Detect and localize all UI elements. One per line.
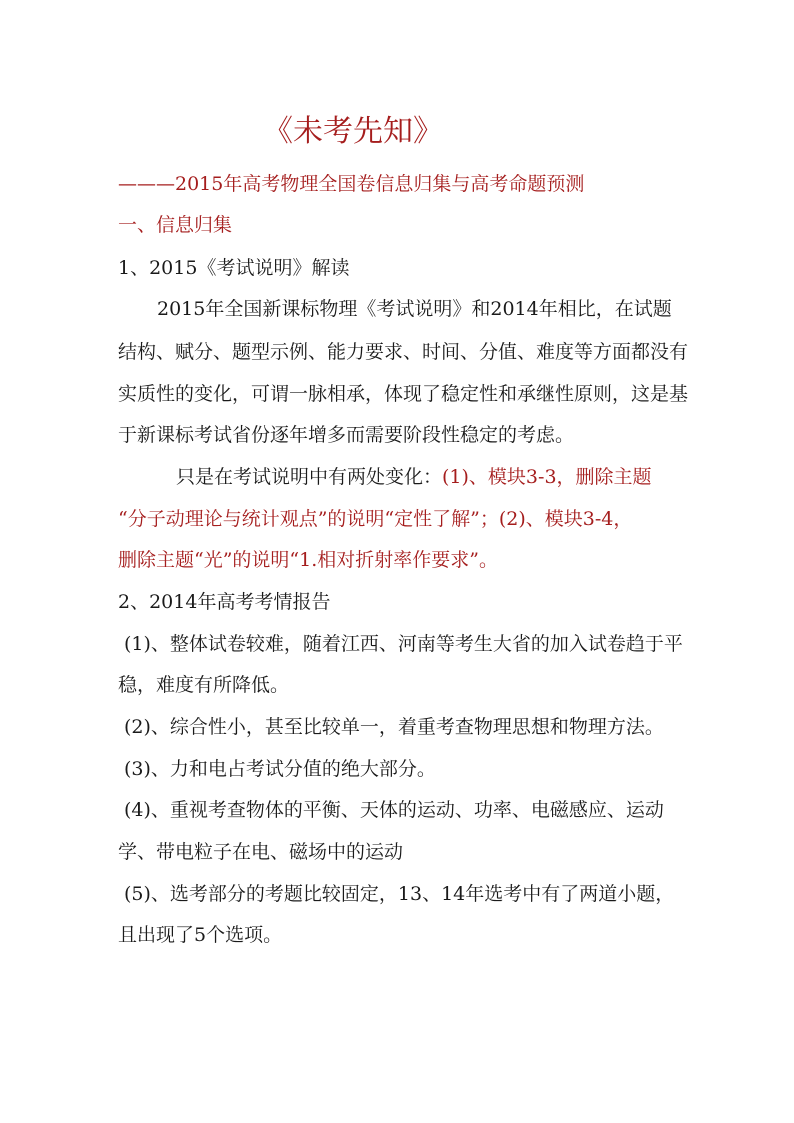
list-item: (5)、选考部分的考题比较固定，13、14年选考中有了两道小题， <box>124 883 675 905</box>
paragraph-1-line-1: 2015年全国新课标物理《考试说明》和2014年相比，在试题 <box>157 298 672 320</box>
paragraph-1-line-4: 于新课标考试省份逐年增多而需要阶段性稳定的考虑。 <box>118 424 575 446</box>
list-item: 且出现了5个选项。 <box>118 924 283 946</box>
paragraph-1-line-2: 结构、赋分、题型示例、能力要求、时间、分值、难度等方面都没有 <box>118 341 689 363</box>
list-item: 学、带电粒子在电、磁场中的运动 <box>118 841 404 863</box>
item-heading-2: 2、2014年高考考情报告 <box>118 591 331 613</box>
list-item: (3)、力和电占考试分值的绝大部分。 <box>124 758 436 780</box>
paragraph-2-change-1: (1)、模块3-3，删除主题 <box>442 466 652 488</box>
paragraph-1-line-3: 实质性的变化，可谓一脉相承，体现了稳定性和承继性原则，这是基 <box>118 383 689 405</box>
list-item: (4)、重视考查物体的平衡、天体的运动、功率、电磁感应、运动 <box>124 799 664 821</box>
document-subtitle: ———2015年高考物理全国卷信息归集与高考命题预测 <box>118 173 585 195</box>
paragraph-2-line-3: 删除主题“光”的说明“1.相对折射率作要求”。 <box>118 549 498 571</box>
list-item: 稳，难度有所降低。 <box>118 674 290 696</box>
paragraph-2-line-2: “分子动理论与统计观点”的说明“定性了解”；(2)、模块3-4， <box>118 508 633 530</box>
list-item: (1)、整体试卷较难，随着江西、河南等考生大省的加入试卷趋于平 <box>124 633 683 655</box>
section-heading-1: 一、信息归集 <box>118 214 233 236</box>
list-item: (2)、综合性小，甚至比较单一，着重考查物理思想和物理方法。 <box>124 716 664 738</box>
paragraph-2-line-1 <box>176 465 652 489</box>
paragraph-2-intro: 只是在考试说明中有两处变化： <box>176 466 443 488</box>
document-title: 《未考先知》 <box>263 114 443 149</box>
item-heading-1: 1、2015《考试说明》解读 <box>118 257 350 279</box>
